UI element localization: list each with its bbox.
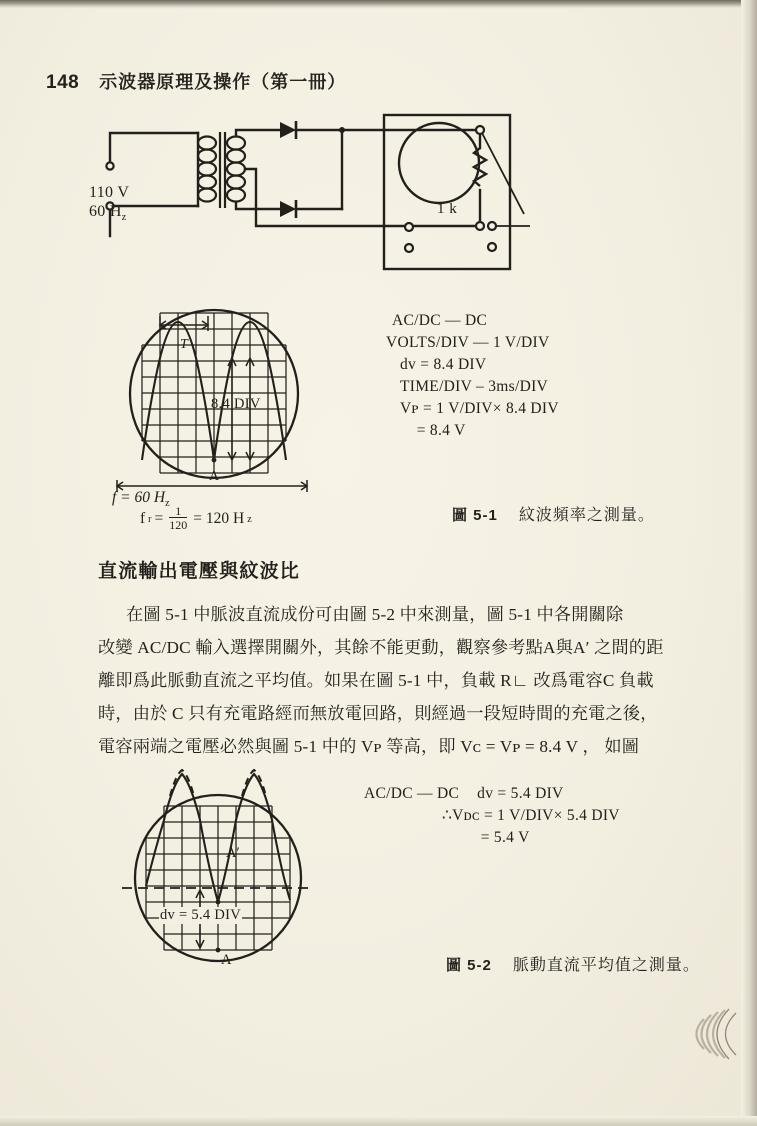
scope-terminal-right-lower bbox=[488, 243, 496, 251]
figure1-point-A-marker bbox=[212, 458, 217, 463]
transformer-core bbox=[220, 132, 225, 208]
scope-input-terminal-ground bbox=[405, 244, 413, 252]
setting-line: dv = 5.4 DIV bbox=[477, 785, 564, 802]
setting-line: = 8.4 V bbox=[400, 422, 466, 439]
paragraph-line: 離即爲此脈動直流之平均值。如果在圖 5-1 中，負載 R∟ 改爲電容C 負載 bbox=[98, 671, 654, 690]
wire-sec-top bbox=[236, 130, 280, 136]
setting-line: ∴Vᴅᴄ = 1 V/DIV× 5.4 DIV bbox=[442, 807, 620, 824]
paragraph-line: 電容兩端之電壓必然與圖 5-1 中的 Vᴘ 等高，即 Vᴄ = Vᴘ = 8.4 V ， 如圖 bbox=[98, 737, 640, 756]
diode-upper bbox=[280, 121, 296, 139]
figure1-period-label: T bbox=[180, 337, 188, 352]
wire-source-top bbox=[110, 133, 198, 166]
setting-line: = 5.4 V bbox=[464, 829, 530, 846]
source-voltage-value: 110 V bbox=[89, 184, 130, 201]
figure1-point-A-label: A bbox=[209, 469, 220, 484]
fr-numerator: 1 bbox=[175, 504, 182, 518]
figure1-freq-sub: z bbox=[165, 498, 170, 510]
junction-dot-rect bbox=[339, 127, 345, 133]
transformer-primary bbox=[198, 137, 216, 202]
figure1-graticule bbox=[142, 313, 286, 473]
figure1-div-label: 8.4 DIV bbox=[211, 396, 261, 412]
transformer-secondary bbox=[227, 137, 245, 202]
source-frequency-value: 60 H bbox=[89, 203, 122, 220]
setting-line: Vᴘ = 1 V/DIV× 8.4 DIV bbox=[400, 400, 559, 417]
scan-edge-bottom bbox=[0, 1116, 757, 1126]
scope-input-terminal-signal bbox=[405, 223, 413, 231]
setting-line: AC/DC — DC bbox=[364, 785, 460, 802]
fr-denominator: 120 bbox=[169, 518, 188, 532]
scope-terminal-right-upper bbox=[488, 222, 496, 230]
running-head-title: 示波器原理及操作（第一冊） bbox=[99, 72, 347, 92]
setting-line: dᴠ = 8.4 DIV bbox=[400, 356, 487, 373]
fr-label: f bbox=[140, 510, 146, 527]
scan-edge-right bbox=[741, 0, 757, 1126]
page-header bbox=[46, 68, 466, 96]
figure2-dv-label: dᴠ = 5.4 DIV bbox=[160, 907, 242, 923]
figure1-settings-block bbox=[386, 310, 559, 442]
figure2-settings-block bbox=[364, 783, 620, 849]
fr-sub: r bbox=[148, 513, 152, 525]
figure2-caption-number: 圖 5-2 bbox=[446, 957, 492, 974]
setting-line: TIME/DIV – 3ms/DIV bbox=[400, 378, 549, 395]
crt-screen-outline bbox=[399, 123, 479, 203]
oscilloscope-unit bbox=[382, 113, 512, 271]
setting-line: VOLTS/DIV — 1 V/DIV bbox=[386, 334, 550, 351]
page-number: 148 bbox=[46, 72, 80, 93]
fr-result-sub: z bbox=[247, 513, 252, 525]
figure2-graticule bbox=[146, 806, 290, 950]
paragraph-line: 改變 AC/DC 輸入選擇開關外，其餘不能更動，觀察參考點A與A′ 之間的距 bbox=[98, 638, 664, 657]
figure2-caption bbox=[446, 952, 700, 975]
paragraph-line: 時，由於 C 只有充電路經而無放電回路，則經過一段短時間的充電之後， bbox=[98, 704, 658, 723]
setting-line: AC/DC — DC bbox=[392, 312, 488, 329]
page-curl-artifact bbox=[685, 1004, 749, 1064]
figure1-freq-text: f = 60 H bbox=[112, 489, 166, 506]
figure1-caption bbox=[452, 502, 655, 525]
figure1-caption-number: 圖 5-1 bbox=[452, 507, 498, 524]
scan-edge-top bbox=[0, 0, 757, 9]
paragraph-line: 在圖 5-1 中脈波直流成份可由圖 5-2 中來測量，圖 5-1 中各開關除 bbox=[126, 605, 624, 624]
figure1-ripple-frequency-equation bbox=[140, 506, 252, 532]
diode-lower bbox=[280, 200, 296, 218]
fr-equals: = bbox=[154, 510, 164, 527]
section-heading: 直流輸出電壓與紋波比 bbox=[98, 561, 301, 582]
figure1-caption-text: 紋波頻率之測量。 bbox=[518, 507, 655, 524]
fr-fraction bbox=[169, 506, 187, 532]
fr-result: = 120 H bbox=[193, 510, 245, 527]
source-frequency-subscript: z bbox=[121, 212, 127, 224]
wire-sec-bottom bbox=[236, 202, 280, 209]
figure2-point-Aprime-marker bbox=[216, 900, 221, 905]
figure2-caption-text: 脈動直流平均值之測量。 bbox=[512, 957, 700, 974]
resistor-label: 1 k bbox=[437, 201, 458, 217]
figure2-point-A-label: A bbox=[221, 952, 232, 968]
source-voltage-label bbox=[89, 183, 129, 227]
source-terminal-top bbox=[106, 162, 113, 169]
figure2-crt-display bbox=[108, 760, 328, 980]
figure2-point-Aprime-label: A′ bbox=[226, 845, 240, 861]
figure2-point-A-marker bbox=[216, 948, 221, 953]
